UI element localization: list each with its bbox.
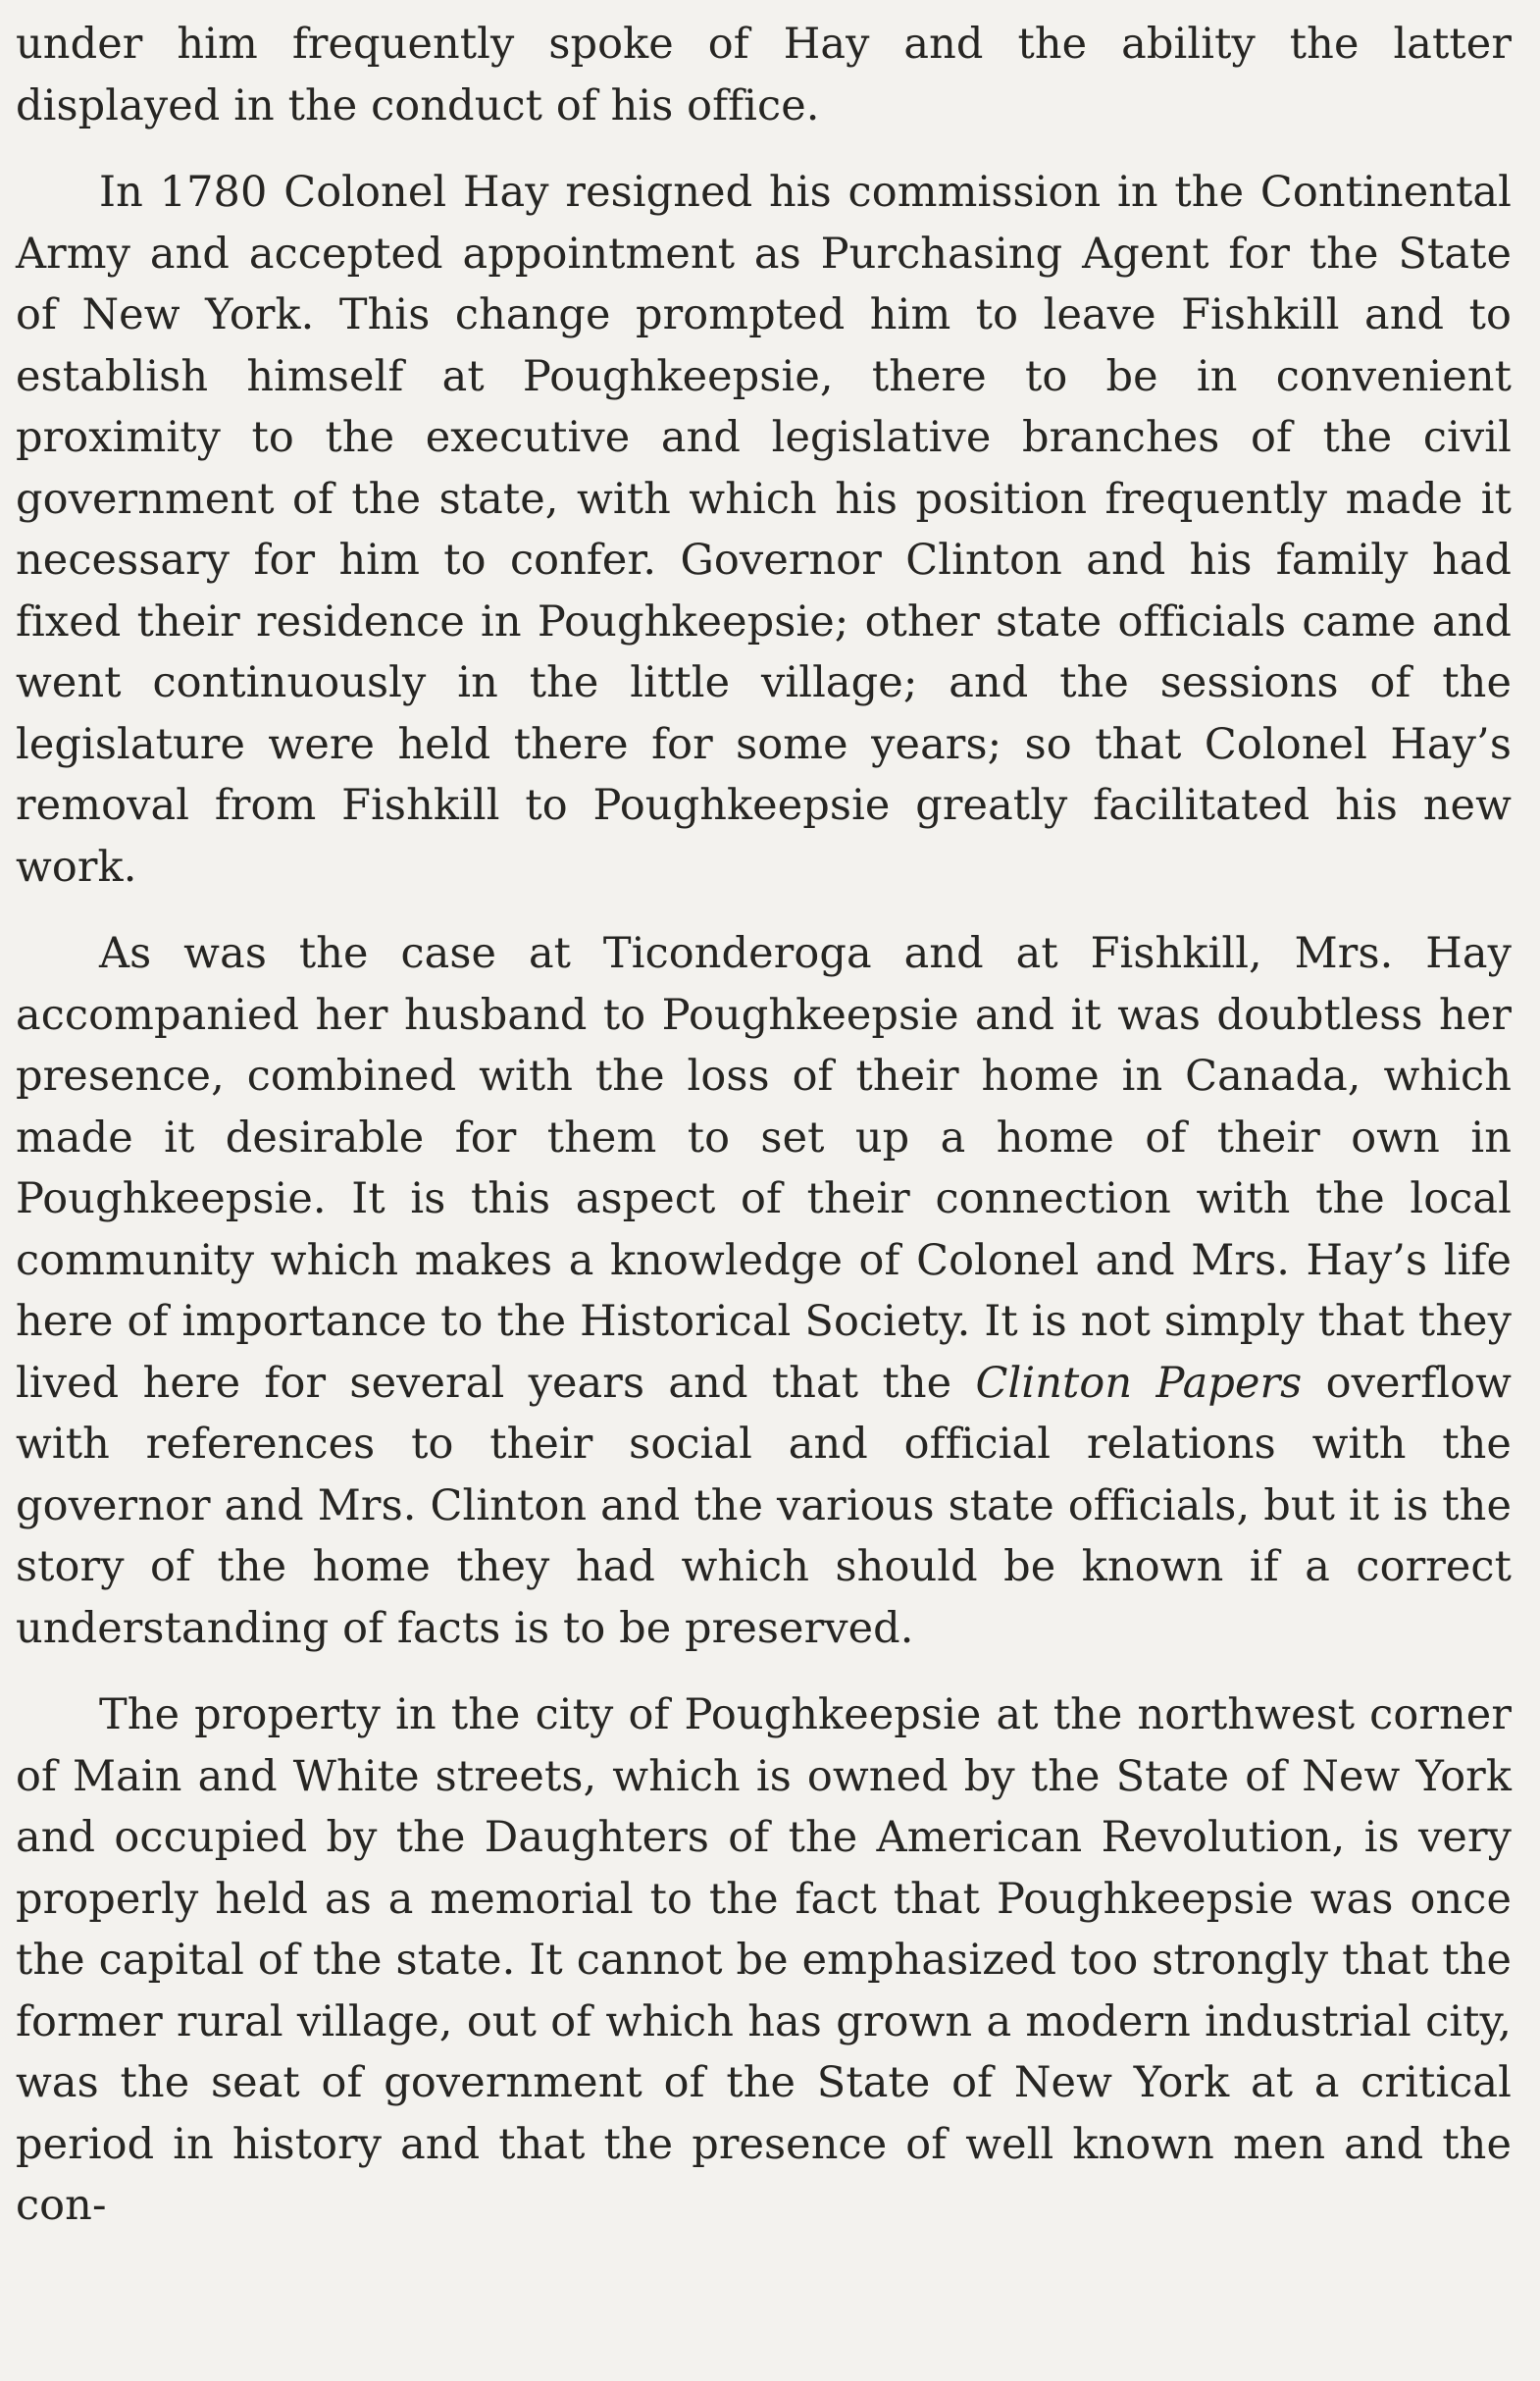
paragraph-mrs-hay	[16, 923, 1512, 1659]
paragraph-1780-resignation: In 1780 Colonel Hay resigned his commission in the Continental Army and accepted appointment as Purchasing Agent for the State of New York. This change prompted him to leave Fishkill and to establish himself at Poughkeepsie, there to be in convenient proximity to the executive and legislative branches of the civil government of the state, with which his position frequently made it necessary for him to confer. Governor Clinton and his family had fixed their residence in Poughkeepsie; other state officials came and went continuously in the little village; and the sessions of the legislature were held there for some years; so that Colonel Hay’s removal from Fishkill to Poughkeepsie greatly facilitated his new work.	[16, 168, 1512, 892]
body-text	[16, 14, 1512, 2237]
clinton-papers-title: Clinton Papers	[975, 1358, 1303, 1408]
paragraph-property: The property in the city of Poughkeepsie at the northwest corner of Main and White streets, which is owned by the State of New York and occupied by the Daughters of the American Revolution, is very properly held as a memorial to the fact that Poughkeepsie was once the capital of the state. It cannot be emphasized too strongly that the former rural village, out of which has grown a modern industrial city, was the seat of government of the State of New York at a critical period in history and that the presence of well known men and the con-	[16, 1690, 1512, 2230]
paragraph-continuation: under him frequently spoke of Hay and the ability the latter displayed in the conduct of his office.	[16, 20, 1512, 130]
paragraph-mrs-hay-text-a: As was the case at Ticonderoga and at Fishkill, Mrs. Hay accompanied her husband to Poughkeepsie and it was doubtless her presence, combined with the loss of their home in Canada, which made it desirable for them to set up a home of their own in Poughkeepsie. It is this aspect of their connection with the local community which makes a knowledge of Colonel and Mrs. Hay’s life here of importance to the Historical Society. It is not simply that they lived here for several years and that the	[16, 929, 1512, 1408]
paragraph-mrs-hay-text-b: overflow with references to their social and official relations with the governor and Mrs. Clinton and the various state officials, but it is the story of the home they had which should be known if a correct understanding of facts is to be preserved.	[16, 1358, 1512, 1653]
